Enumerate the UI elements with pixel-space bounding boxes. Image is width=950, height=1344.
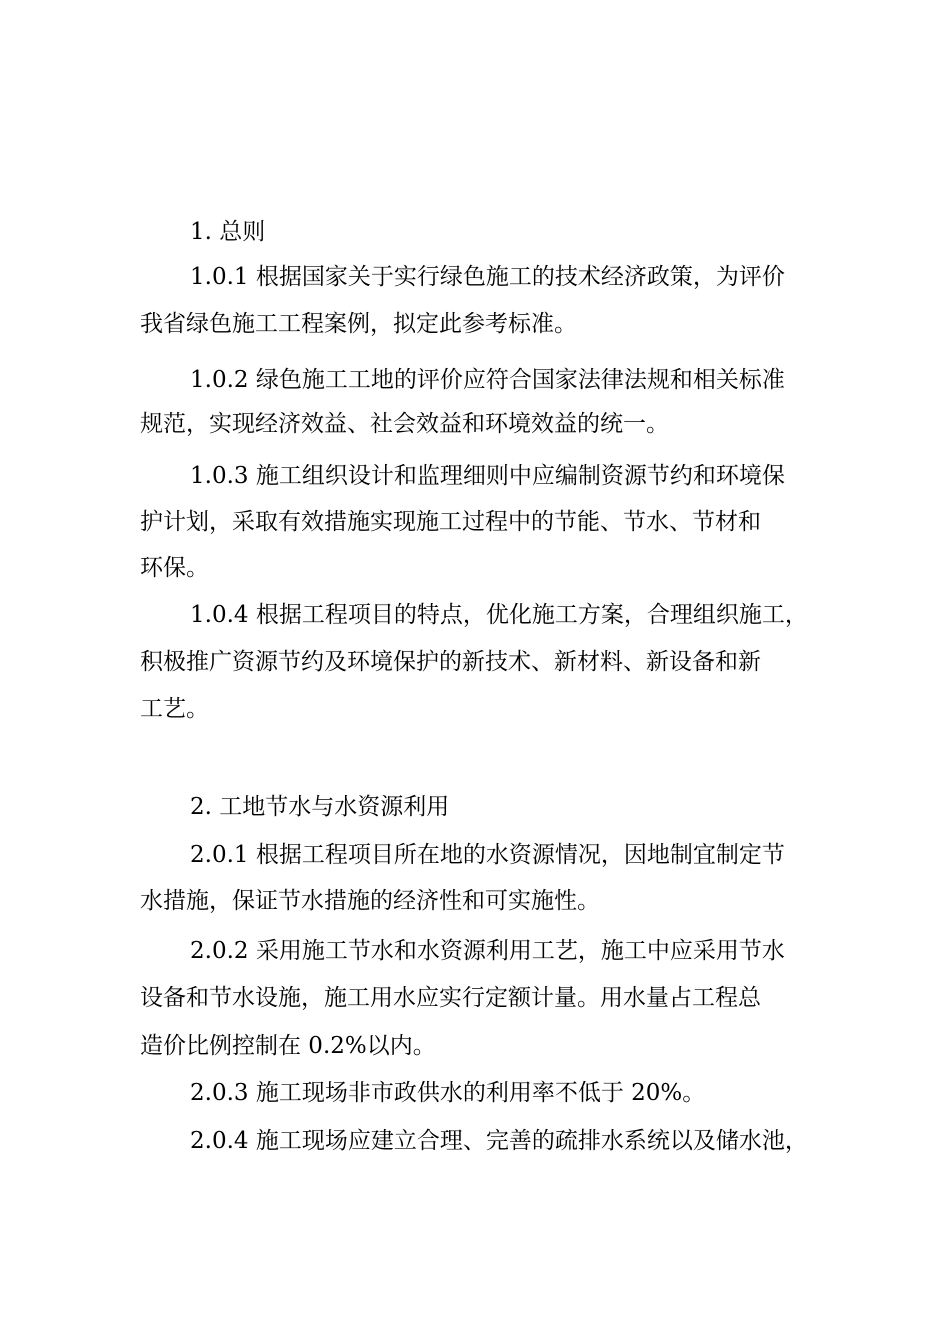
paragraph-line: 积极推广资源节约及环境保护的新技术、新材料、新设备和新 — [140, 649, 761, 675]
paragraph-line: 1.0.4 根据工程项目的特点，优化施工方案，合理组织施工， — [190, 602, 808, 628]
paragraph-line: 造价比例控制在 0.2%以内。 — [140, 1033, 436, 1059]
paragraph-line: 1.0.1 根据国家关于实行绿色施工的技术经济政策，为评价 — [190, 264, 785, 290]
paragraph-line: 2.0.2 采用施工节水和水资源利用工艺，施工中应采用节水 — [190, 938, 785, 964]
paragraph-line: 2.0.1 根据工程项目所在地的水资源情况，因地制宜制定节 — [190, 842, 785, 868]
paragraph-line: 水措施，保证节水措施的经济性和可实施性。 — [140, 888, 600, 914]
paragraph-line: 环保。 — [140, 555, 209, 581]
paragraph-line: 规范，实现经济效益、社会效益和环境效益的统一。 — [140, 411, 669, 437]
paragraph-line: 设备和节水设施，施工用水应实行定额计量。用水量占工程总 — [140, 985, 761, 1011]
paragraph-line: 1.0.3 施工组织设计和监理细则中应编制资源节约和环境保 — [190, 463, 785, 489]
paragraph-line: 工艺。 — [140, 696, 209, 722]
paragraph-line: 护计划，采取有效措施实现施工过程中的节能、节水、节材和 — [140, 509, 761, 535]
paragraph-line: 2.0.3 施工现场非市政供水的利用率不低于 20%。 — [190, 1080, 706, 1106]
paragraph-line: 1.0.2 绿色施工工地的评价应符合国家法律法规和相关标准 — [190, 367, 785, 393]
section-heading: 2. 工地节水与水资源利用 — [190, 794, 450, 820]
paragraph-line: 我省绿色施工工程案例，拟定此参考标准。 — [140, 311, 577, 337]
paragraph-line: 2.0.4 施工现场应建立合理、完善的疏排水系统以及储水池， — [190, 1128, 808, 1154]
section-heading: 1. 总则 — [190, 219, 266, 245]
